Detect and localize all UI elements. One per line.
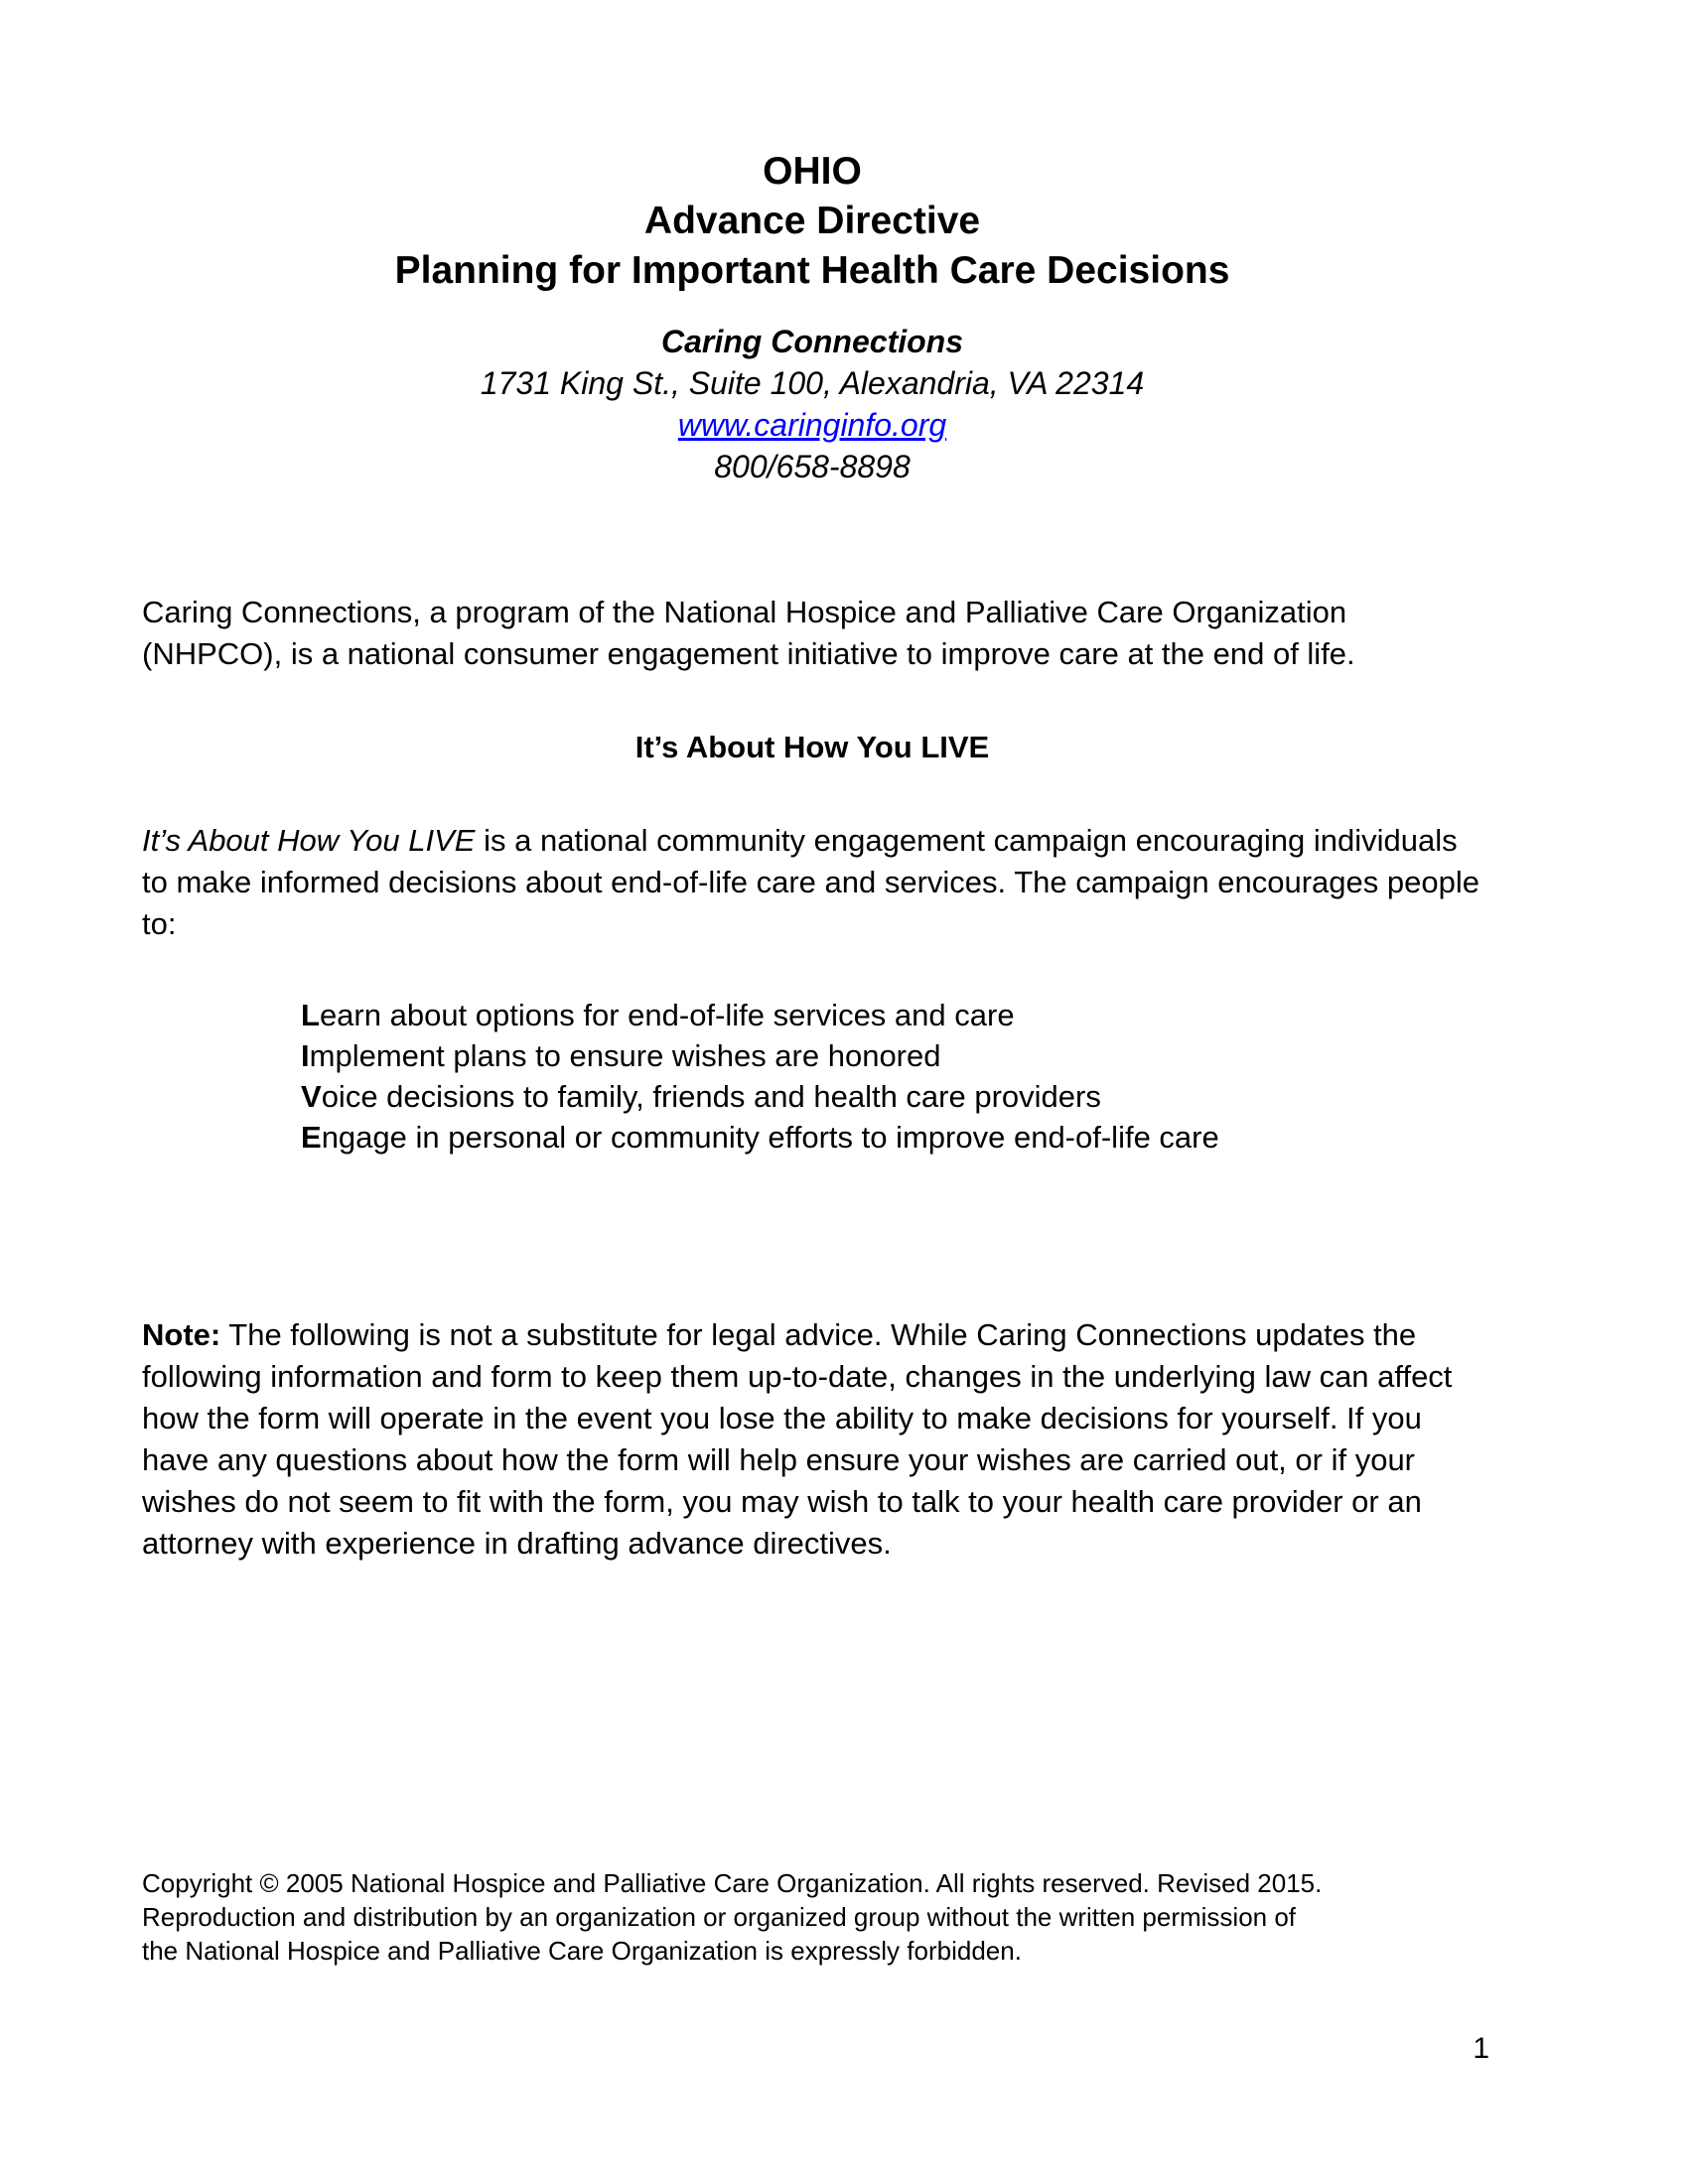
campaign-paragraph-rest: is a national community engagement campaign encouraging individuals to make informed decisions about end-of-life care and services. The campaign encourages people to: [142, 823, 1479, 941]
live-list-item-learn [301, 995, 1482, 1035]
live-initial-i: I [301, 1038, 310, 1073]
contact-block [142, 321, 1482, 487]
page-title-line-state: OHIO [763, 150, 862, 193]
campaign-paragraph [142, 820, 1482, 945]
copyright-line-2: Reproduction and distribution by an organization or organized group without the written permission of [142, 1902, 1297, 1932]
page-number: 1 [1473, 2032, 1489, 2065]
copyright-line-1: Copyright © 2005 National Hospice and Palliative Care Organization. All rights reserved. Revised 2015. [142, 1868, 1323, 1898]
organization-address: 1731 King St., Suite 100, Alexandria, VA 22314 [480, 365, 1145, 401]
page-title-line-type: Advance Directive [643, 200, 981, 242]
note-body: The following is not a substitute for legal advice. While Caring Connections updates the following information and form to keep them up-to-date, changes in the underlying law can affect how the form will operate in the event you lose the ability to make decisions for yourself. If you have any questions about how the form will help ensure your wishes are carried out, or if your wishes do not seem to fit with the form, you may wish to talk to your health care provider or an attorney with experience in drafting advance directives. [142, 1317, 1453, 1561]
live-list-item-voice [301, 1076, 1482, 1117]
live-initial-e: E [301, 1120, 322, 1155]
live-list-item-engage [301, 1117, 1482, 1158]
live-initial-v: V [301, 1079, 322, 1114]
live-list-item-implement [301, 1035, 1482, 1076]
document-title-block [142, 0, 1482, 296]
campaign-paragraph-italic-lead: It’s About How You LIVE [142, 823, 476, 858]
note-paragraph [142, 1314, 1482, 1565]
page-title-line-subtitle: Planning for Important Health Care Decisions [394, 249, 1230, 292]
note-label: Note: [142, 1317, 221, 1352]
document-content [142, 0, 1482, 1565]
live-text-voice: oice decisions to family, friends and health care providers [321, 1079, 1101, 1114]
live-acronym-list [301, 995, 1482, 1158]
section-heading-live: It’s About How You LIVE [634, 730, 990, 764]
live-text-engage: ngage in personal or community efforts to improve end-of-life care [321, 1120, 1219, 1155]
live-text-implement: mplement plans to ensure wishes are honored [309, 1038, 941, 1073]
copyright-line-3: the National Hospice and Palliative Care Organization is expressly forbidden. [142, 1936, 1022, 1966]
live-initial-l: L [301, 998, 320, 1032]
website-link[interactable]: www.caringinfo.org [677, 407, 947, 443]
organization-name: Caring Connections [660, 324, 963, 359]
organization-phone: 800/658-8898 [714, 449, 911, 484]
live-text-learn: earn about options for end-of-life services and care [319, 998, 1015, 1032]
intro-paragraph: Caring Connections, a program of the National Hospice and Palliative Care Organization (NHPCO), is a national consumer engagement initiative to improve care at the end of life. [142, 595, 1355, 671]
copyright-footer [142, 1866, 1482, 1968]
